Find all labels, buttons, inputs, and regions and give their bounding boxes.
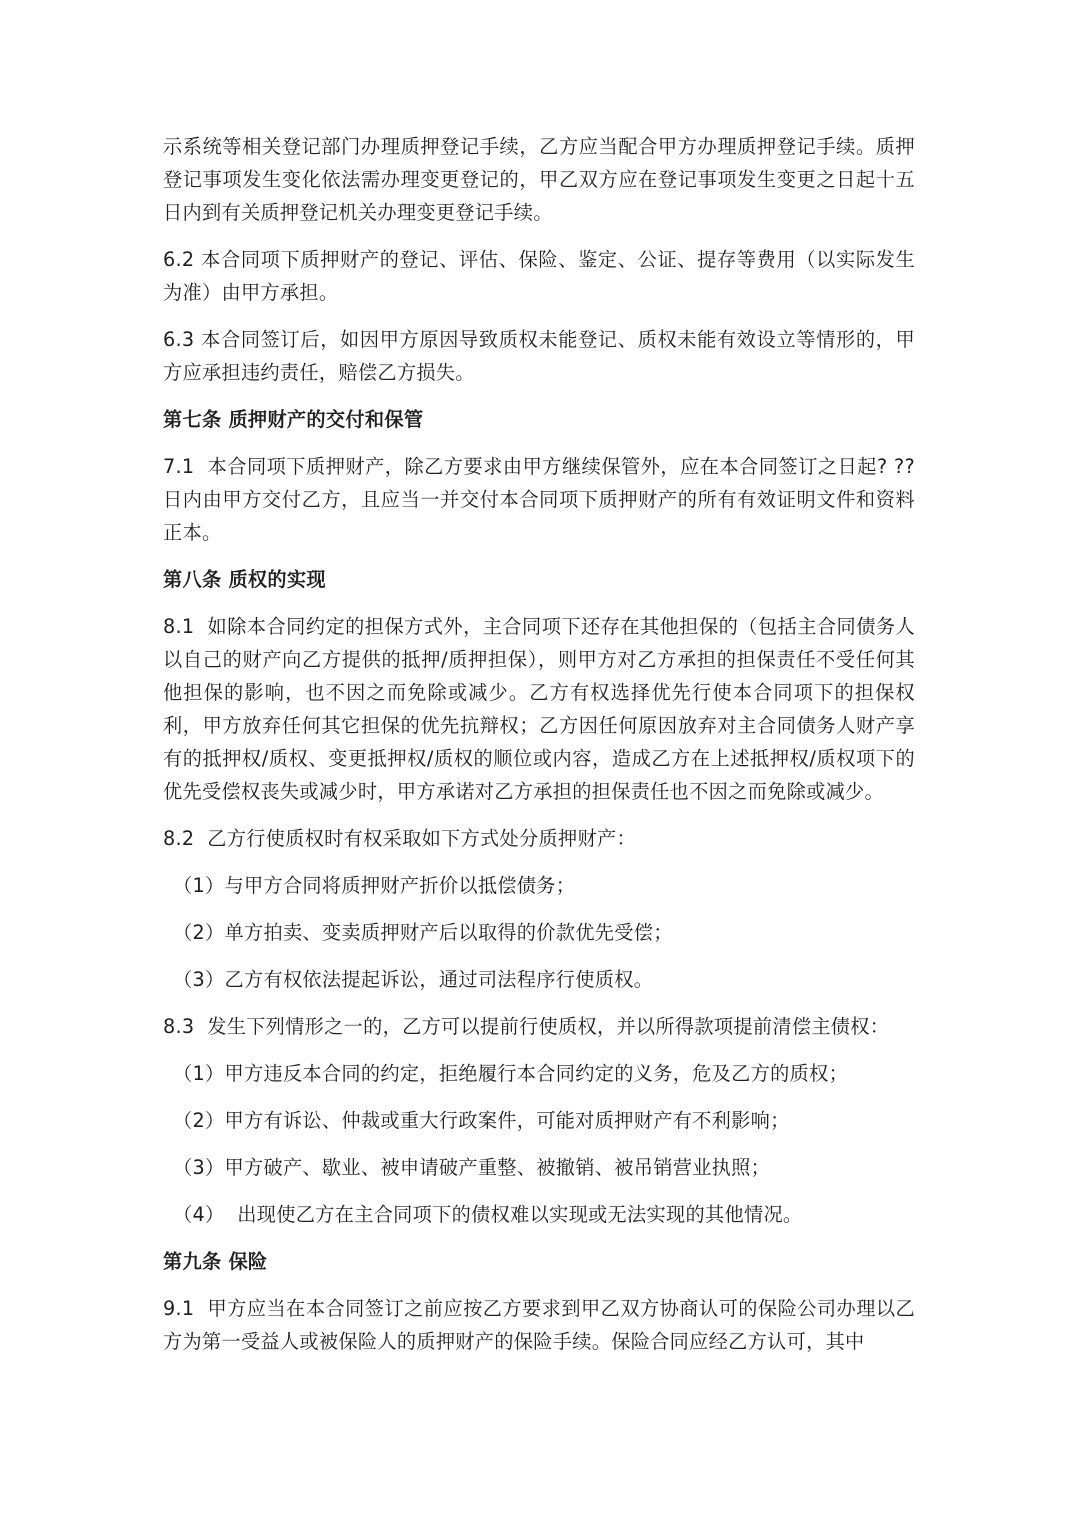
paragraph-6-1-continued: 示系统等相关登记部门办理质押登记手续，乙方应当配合甲方办理质押登记手续。质押登记事项发生变化依法需办理变更登记的，甲乙双方应在登记事项发生变更之日起十五日内到有关质押登记机关办理变更登记手续。 xyxy=(163,135,915,224)
heading-article-7: 第七条 质押财产的交付和保管 xyxy=(163,408,424,431)
list-item-8-2-2: （2）单方拍卖、变卖质押财产后以取得的价款优先受偿； xyxy=(173,921,673,944)
paragraph-6-2: 6.2 本合同项下质押财产的登记、评估、保险、鉴定、公证、提存等费用（以实际发生为准）由甲方承担。 xyxy=(163,248,915,304)
list-item-8-3-1: （1）甲方违反本合同的约定，拒绝履行本合同约定的义务，危及乙方的质权； xyxy=(173,1062,849,1085)
paragraph-8-3: 8.3 发生下列情形之一的，乙方可以提前行使质权，并以所得款项提前清偿主债权： xyxy=(163,1015,890,1038)
list-item-8-3-4: （4） 出现使乙方在主合同项下的债权难以实现或无法实现的其他情况。 xyxy=(173,1203,803,1226)
paragraph-8-2: 8.2 乙方行使质权时有权采取如下方式处分质押财产： xyxy=(163,827,636,850)
paragraph-8-1: 8.1 如除本合同约定的担保方式外，主合同项下还存在其他担保的（包括主合同债务人以自己的财产向乙方提供的抵押/质押担保），则甲方对乙方承担的担保责任不受任何其他担保的影响，也不因之而免除或减少。乙方有权选择优先行使本合同项下的担保权利，甲方放弃任何其它担保的优先抗辩权；乙方因任何原因放弃对主合同债务人财产享有的抵押权/质权、变更抵押权/质权的顺位或内容，造成乙方在上述抵押权/质权项下的优先受偿权丧失或减少时，甲方承诺对乙方承担的担保责任也不因之而免除或减少。 xyxy=(163,615,915,803)
heading-article-9: 第九条 保险 xyxy=(163,1250,268,1273)
list-item-8-3-3: （3）甲方破产、歇业、被申请破产重整、被撤销、被吊销营业执照； xyxy=(173,1156,771,1179)
heading-article-8: 第八条 质权的实现 xyxy=(163,568,326,591)
list-item-8-2-3: （3）乙方有权依法提起诉讼，通过司法程序行使质权。 xyxy=(173,968,654,991)
paragraph-9-1: 9.1 甲方应当在本合同签订之前应按乙方要求到甲乙双方协商认可的保险公司办理以乙方为第一受益人或被保险人的质押财产的保险手续。保险合同应经乙方认可，其中 xyxy=(163,1297,915,1353)
list-item-8-3-2: （2）甲方有诉讼、仲裁或重大行政案件，可能对质押财产有不利影响； xyxy=(173,1109,790,1132)
paragraph-6-3: 6.3 本合同签订后，如因甲方原因导致质权未能登记、质权未能有效设立等情形的，甲方应承担违约责任，赔偿乙方损失。 xyxy=(163,328,915,384)
document-body xyxy=(163,130,922,1358)
list-item-8-2-1: （1）与甲方合同将质押财产折价以抵偿债务； xyxy=(173,874,576,897)
paragraph-7-1: 7.1 本合同项下质押财产，除乙方要求由甲方继续保管外，应在本合同签订之日起? ?? 日内由甲方交付乙方，且应当一并交付本合同项下质押财产的所有有效证明文件和资料正本。 xyxy=(163,455,922,544)
